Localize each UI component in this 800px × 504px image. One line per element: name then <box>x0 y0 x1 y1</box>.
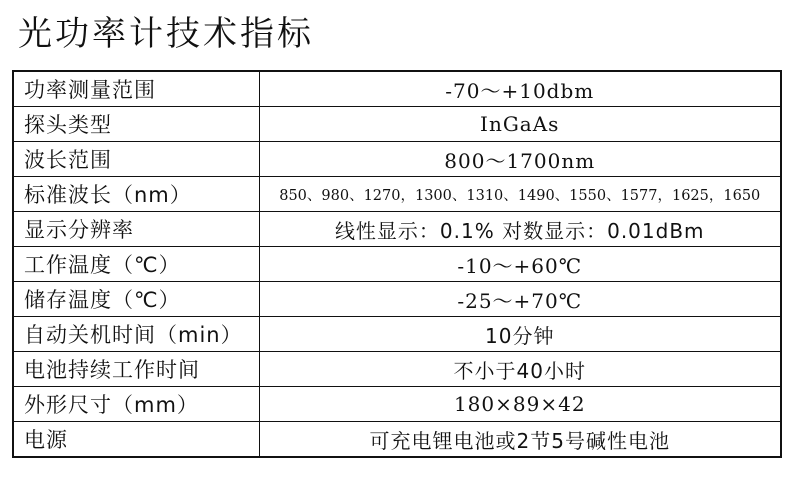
table-row <box>13 247 781 282</box>
spec-value-standard-wavelength: 850、980、1270，1300、1310、1490、1550、1577，1625，1650 <box>259 177 781 212</box>
spec-label-power-source: 电源 <box>13 422 259 458</box>
table-row <box>13 71 781 107</box>
page-title: 光功率计技术指标 <box>18 14 314 54</box>
spec-label-standard-wavelength: 标准波长（nm） <box>13 177 259 212</box>
spec-value-storage-temp: -25～+70℃ <box>259 282 781 317</box>
spec-table <box>12 70 782 458</box>
table-row <box>13 387 781 422</box>
spec-value-display-resolution: 线性显示：0.1% 对数显示：0.01dBm <box>259 212 781 247</box>
spec-value-wavelength-range: 800～1700nm <box>259 142 781 177</box>
spec-label-storage-temp: 储存温度（℃） <box>13 282 259 317</box>
table-row <box>13 177 781 212</box>
table-row <box>13 317 781 352</box>
spec-label-power-range: 功率测量范围 <box>13 71 259 107</box>
spec-value-operating-temp: -10～+60℃ <box>259 247 781 282</box>
spec-label-dimensions: 外形尺寸（mm） <box>13 387 259 422</box>
table-row <box>13 352 781 387</box>
spec-value-dimensions: 180×89×42 <box>259 387 781 422</box>
spec-value-power-source: 可充电锂电池或2节5号碱性电池 <box>259 422 781 458</box>
spec-value-auto-off: 10分钟 <box>259 317 781 352</box>
spec-label-probe-type: 探头类型 <box>13 107 259 142</box>
table-row <box>13 212 781 247</box>
spec-label-wavelength-range: 波长范围 <box>13 142 259 177</box>
spec-value-battery-life: 不小于40小时 <box>259 352 781 387</box>
spec-label-auto-off: 自动关机时间（min） <box>13 317 259 352</box>
table-row <box>13 282 781 317</box>
spec-label-operating-temp: 工作温度（℃） <box>13 247 259 282</box>
table-row <box>13 422 781 458</box>
spec-label-battery-life: 电池持续工作时间 <box>13 352 259 387</box>
spec-value-probe-type: InGaAs <box>259 107 781 142</box>
spec-label-display-resolution: 显示分辨率 <box>13 212 259 247</box>
table-row <box>13 142 781 177</box>
table-row <box>13 107 781 142</box>
spec-value-power-range: -70～+10dbm <box>259 71 781 107</box>
